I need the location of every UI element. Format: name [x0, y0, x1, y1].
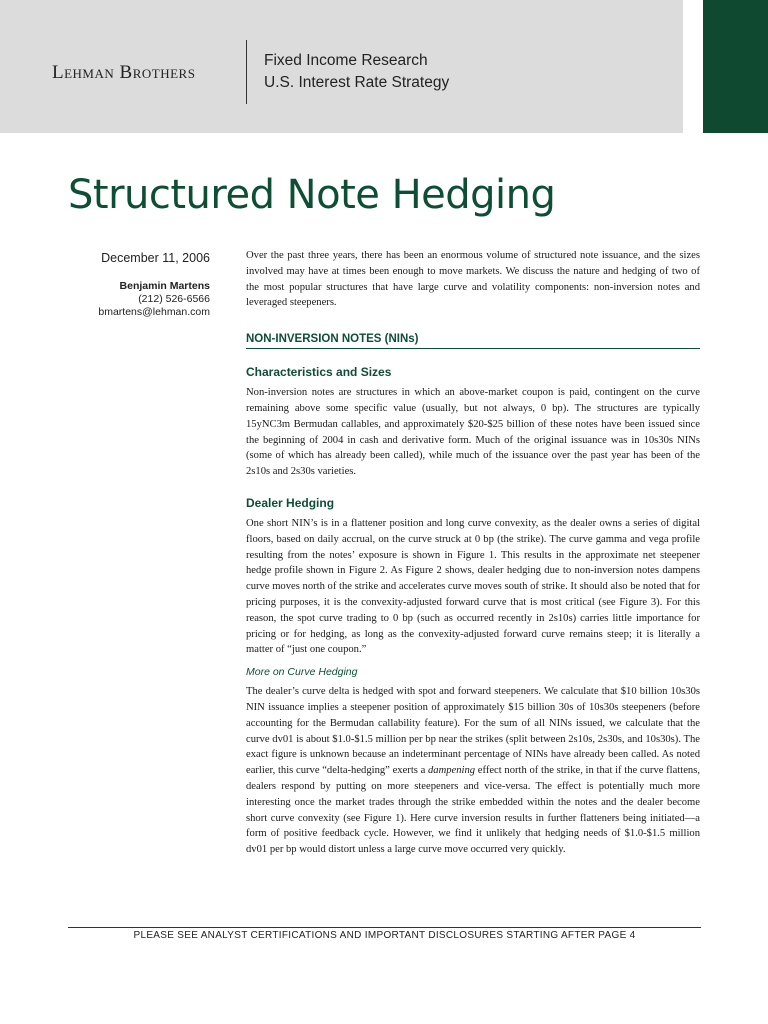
characteristics-heading: Characteristics and Sizes: [246, 365, 392, 380]
author-phone: (212) 526-6566: [138, 293, 210, 305]
header-divider: [246, 40, 247, 104]
author-sidebar: [30, 251, 210, 319]
curve-hedging-text-part1: The dealer’s curve delta is hedged with spot and forward steepeners. We calculate that $10 billion 10s30s NIN issuance implies a steepener position of approximately $15 billion 30s of 10s30s steepeners (before accounting for the Bermudan callability feature). For the sum of all NINs issued, we calculate that the curve dv01 is about $1.0-$1.5 million per bp near the strikes (split between 2s10s, 2s30s, and 10s30s). The exact figure is unknown because an indeterminant percentage of NINs have already been called. As noted earlier, this curve “delta-hedging” exerts a: [246, 686, 700, 777]
intro-paragraph: Over the past three years, there has been an enormous volume of structured note issuance, and the sizes involved may have at times been enough to move markets. We discuss the nature and hedging of two of the most popular structures that have large curve and volatility components: non-inversion notes and leveraged steepeners.: [246, 250, 700, 309]
dealer-hedging-heading: Dealer Hedging: [246, 495, 335, 510]
section-heading: NON-INVERSION NOTES (NINs): [246, 333, 700, 349]
characteristics-paragraph: Non-inversion notes are structures in which an above-market coupon is paid, contingent on the curve remaining above some specific value (usually, but not always, 0 bp). The structures are typically 15yNC3m Bermudan callables, and approximately $20-$25 billion of these notes have been issued since the beginning of 2004 in cash and derivative form. Much of the original issuance was in 10s30s NINs (some of which has already been called), while much of the issuance over the past year has been of the 2s10s and 2s30s varieties.: [246, 387, 700, 478]
curve-hedging-text-part2: effect north of the strike, in that if the curve flattens, dealers respond by putting on more steepeners and vice-versa. The effect is potentially much more interesting once the market trades through the strike embedded within the notes and the dealer become short curve convexity (see Figure 1). Here curve inversion results in further flatteners being initiated—a form of positive feedback cycle. However, we find it unlikely that hedging needs of $1.0-$1.5 million dv01 per bp would distort unless a large curve move occurred very quickly.: [246, 765, 700, 856]
author-name: Benjamin Martens: [119, 280, 210, 292]
subdepartment-name: U.S. Interest Rate Strategy: [264, 74, 450, 91]
department-name: Fixed Income Research: [264, 52, 428, 69]
publication-date: December 11, 2006: [101, 251, 210, 265]
header-accent-block: [703, 0, 768, 133]
disclosure-footer: PLEASE SEE ANALYST CERTIFICATIONS AND IMPORTANT DISCLOSURES STARTING AFTER PAGE 4: [133, 930, 636, 941]
page-title: Structured Note Hedging: [68, 172, 556, 218]
curve-hedging-emphasis: dampening: [428, 765, 476, 777]
curve-hedging-paragraph: [246, 684, 700, 858]
main-content: [246, 248, 700, 858]
dealer-hedging-paragraph: One short NIN’s is in a flattener position and long curve convexity, as the dealer owns a series of digital floors, based on daily accrual, on the curve struck at 0 bp (the strike). The curve gamma and vega profile resulting from the notes’ exposure is shown in Figure 1. This results in the approximate net steepener hedge profile shown in Figure 2. As Figure 2 shows, dealer hedging due to non-inversion notes dampens curve moves north of the strike and accelerates curve moves south of strike. It should also be noted that for pricing purposes, it is the convexity-adjusted forward curve that is most critical (see Figure 3). For this reason, the spot curve trading to 0 bp (such as occurred recently in 2s10s) carries little importance for pricing or for hedging, as long as the convexity-adjusted forward curve remains steep; it is literally a matter of “just one coupon.”: [246, 517, 700, 656]
footer-rule: [68, 927, 701, 928]
curve-hedging-heading: More on Curve Hedging: [246, 666, 358, 679]
brand-logo: Lehman Brothers: [52, 62, 196, 83]
author-email: bmartens@lehman.com: [98, 306, 210, 318]
